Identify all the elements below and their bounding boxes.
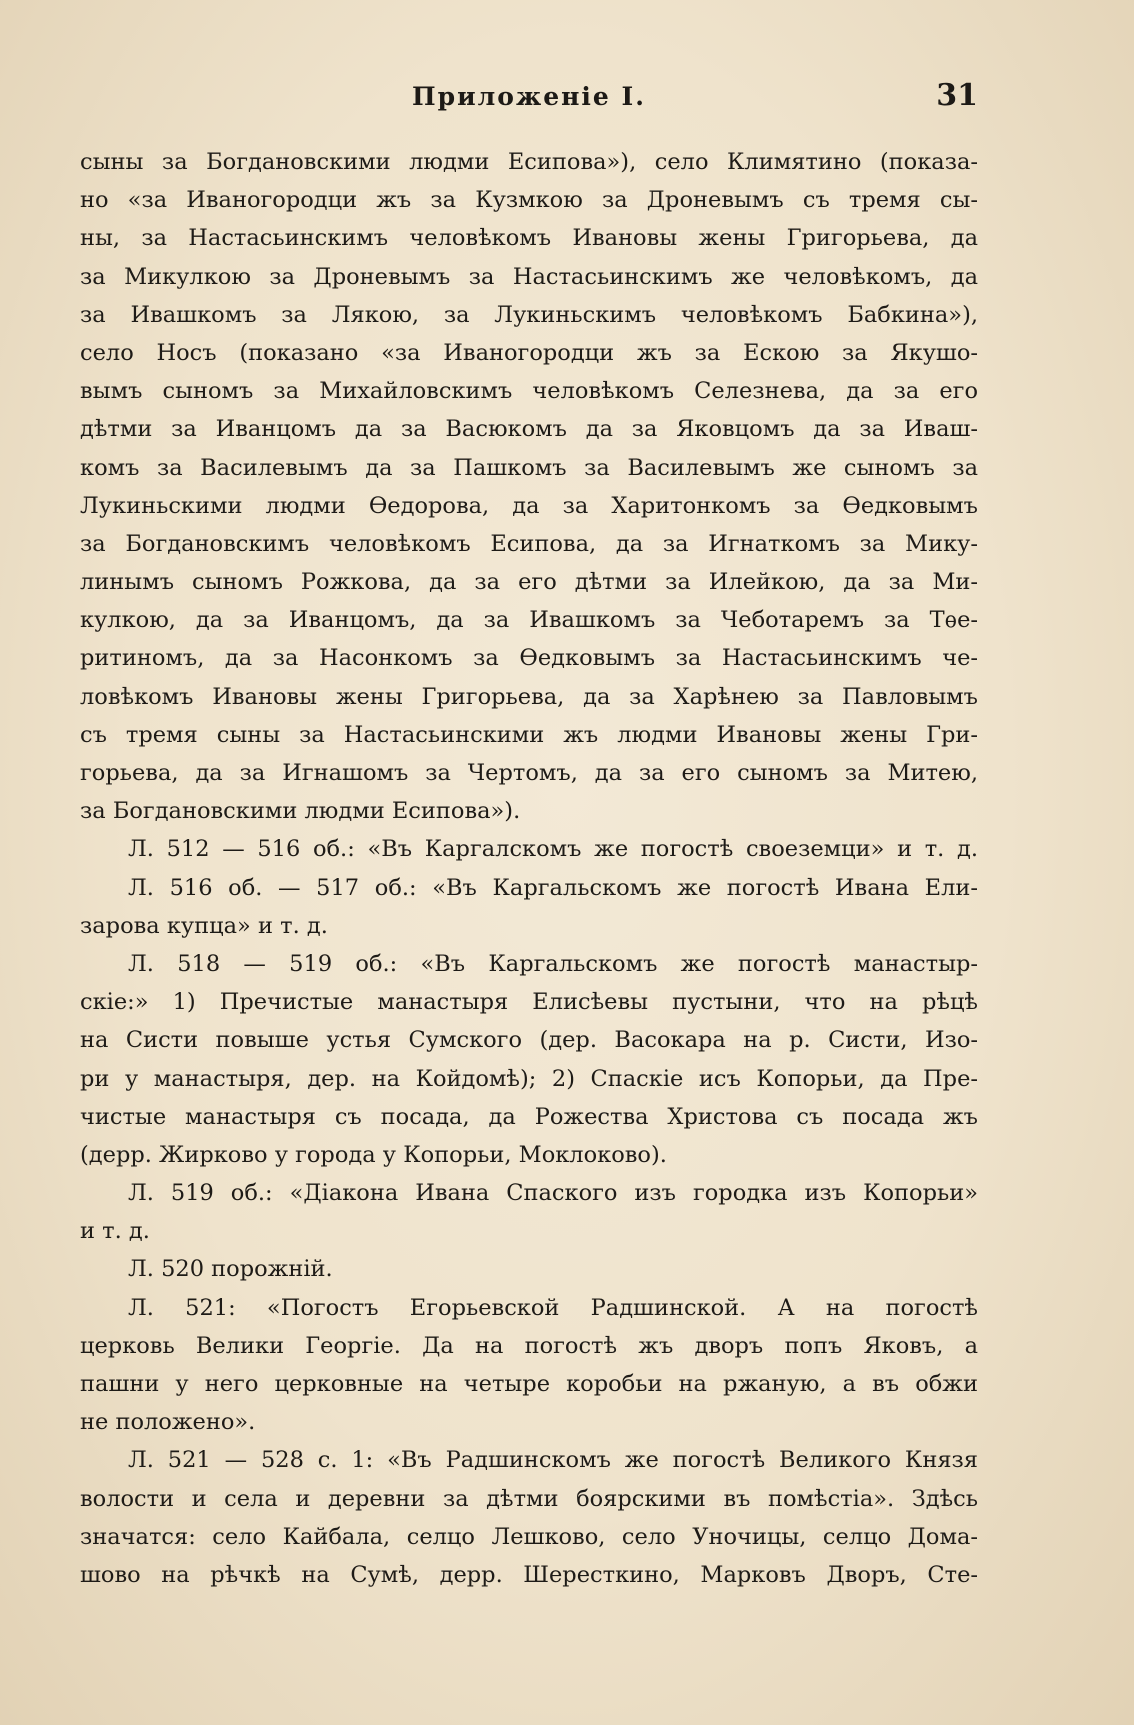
text-line: чистые манастыря съ посада, да Рожества Христова съ посада жъ <box>80 1103 978 1130</box>
text-line: Л. 521 — 528 с. 1: «Въ Радшинскомъ же погостѣ Великого Князя <box>128 1447 978 1474</box>
page-header <box>80 78 978 122</box>
text-line: ловѣкомъ Ивановы жены Григорьева, да за Харѣнею за Павловымъ <box>80 683 978 710</box>
text-line: горьева, да за Игнашомъ за Чертомъ, да за его сыномъ за Митею, <box>80 760 978 786</box>
text-line: кулкою, да за Иванцомъ, да за Ивашкомъ за Чеботаремъ за Тѳе- <box>80 607 978 634</box>
text-line: сыны за Богдановскими людми Есипова»), село Климятино (показа- <box>80 149 978 175</box>
text-line: вымъ сыномъ за Михайловскимъ человѣкомъ Селезнева, да за его <box>80 378 978 405</box>
text-line: значатся: село Кайбала, селцо Лешково, село Уночицы, селцо Дома- <box>80 1523 978 1550</box>
text-line: и т. д. <box>80 1218 150 1245</box>
text-line: за Ивашкомъ за Лякою, за Лукиньскимъ человѣкомъ Бабкина»), <box>80 301 978 328</box>
text-line: съ тремя сыны за Настасьинскими жъ людми Ивановы жены Гри- <box>80 721 978 748</box>
text-line: Лукиньскими людми Өедорова, да за Харитонкомъ за Өедковымъ <box>80 492 978 519</box>
text-line: (дерр. Жирково у города у Копорьи, Моклоково). <box>80 1141 667 1168</box>
text-line: церковь Велики Георгiе. Да на погостѣ жъ дворъ попъ Яковъ, а <box>80 1332 978 1359</box>
text-line: Л. 518 — 519 об.: «Въ Каргальскомъ же погостѣ манастыр- <box>128 950 978 977</box>
text-line: Л. 520 порожнiй. <box>128 1256 333 1283</box>
text-line: на Систи повыше устья Сумского (дер. Васокара на р. Систи, Изо- <box>80 1027 978 1054</box>
text-line: за Богдановскими людми Есипова»). <box>80 798 521 825</box>
text-line: ны, за Настасьинскимъ человѣкомъ Ивановы жены Григорьева, да <box>80 225 978 252</box>
text-line: Л. 521: «Погостъ Егорьевской Радшинской. А на погостѣ <box>128 1294 978 1321</box>
running-title: Приложенiе I. <box>412 82 646 111</box>
text-line: ри у манастыря, дер. на Койдомѣ); 2) Спаскiе исъ Копорьи, да Пре- <box>80 1065 978 1092</box>
body-text <box>80 143 978 1594</box>
page-number: 31 <box>936 78 978 113</box>
text-line: не положено». <box>80 1409 256 1436</box>
text-line: Л. 519 об.: «Дiакона Ивана Спаского изъ городка изъ Копорьи» <box>128 1180 978 1207</box>
text-line: волости и села и деревни за дѣтми боярскими въ помѣстiа». Здѣсь <box>80 1485 978 1512</box>
text-line: село Носъ (показано «за Иваногородци жъ за Ескою за Якушо- <box>80 339 978 366</box>
text-line: комъ за Василевымъ да за Пашкомъ за Василевымъ же сыномъ за <box>80 454 978 481</box>
text-line: но «за Иваногородци жъ за Кузмкою за Дроневымъ съ тремя сы- <box>80 187 978 214</box>
text-line: за Богдановскимъ человѣкомъ Есипова, да за Игнаткомъ за Мику- <box>80 530 978 557</box>
text-line: Л. 512 — 516 об.: «Въ Каргалскомъ же погостѣ своеземци» и т. д. <box>128 836 978 863</box>
text-line: линымъ сыномъ Рожкова, да за его дѣтми за Илейкою, да за Ми- <box>80 569 978 596</box>
text-line: пашни у него церковные на четыре коробьи на ржаную, а въ обжи <box>80 1371 978 1397</box>
text-line: дѣтми за Иванцомъ да за Васюкомъ да за Яковцомъ да за Иваш- <box>80 416 978 443</box>
text-line: зарова купца» и т. д. <box>80 912 328 939</box>
text-line: Л. 516 об. — 517 об.: «Въ Каргальскомъ же погостѣ Ивана Ели- <box>128 874 978 901</box>
text-line: за Микулкою за Дроневымъ за Настасьинскимъ же человѣкомъ, да <box>80 263 978 290</box>
text-line: скiе:» 1) Пречистые манастыря Елисѣевы пустыни, что на рѣцѣ <box>80 989 978 1016</box>
text-line: ритиномъ, да за Насонкомъ за Өедковымъ за Настасьинскимъ че- <box>80 645 978 672</box>
text-line: шово на рѣчкѣ на Сумѣ, дерр. Шересткино, Марковъ Дворъ, Сте- <box>80 1561 978 1588</box>
